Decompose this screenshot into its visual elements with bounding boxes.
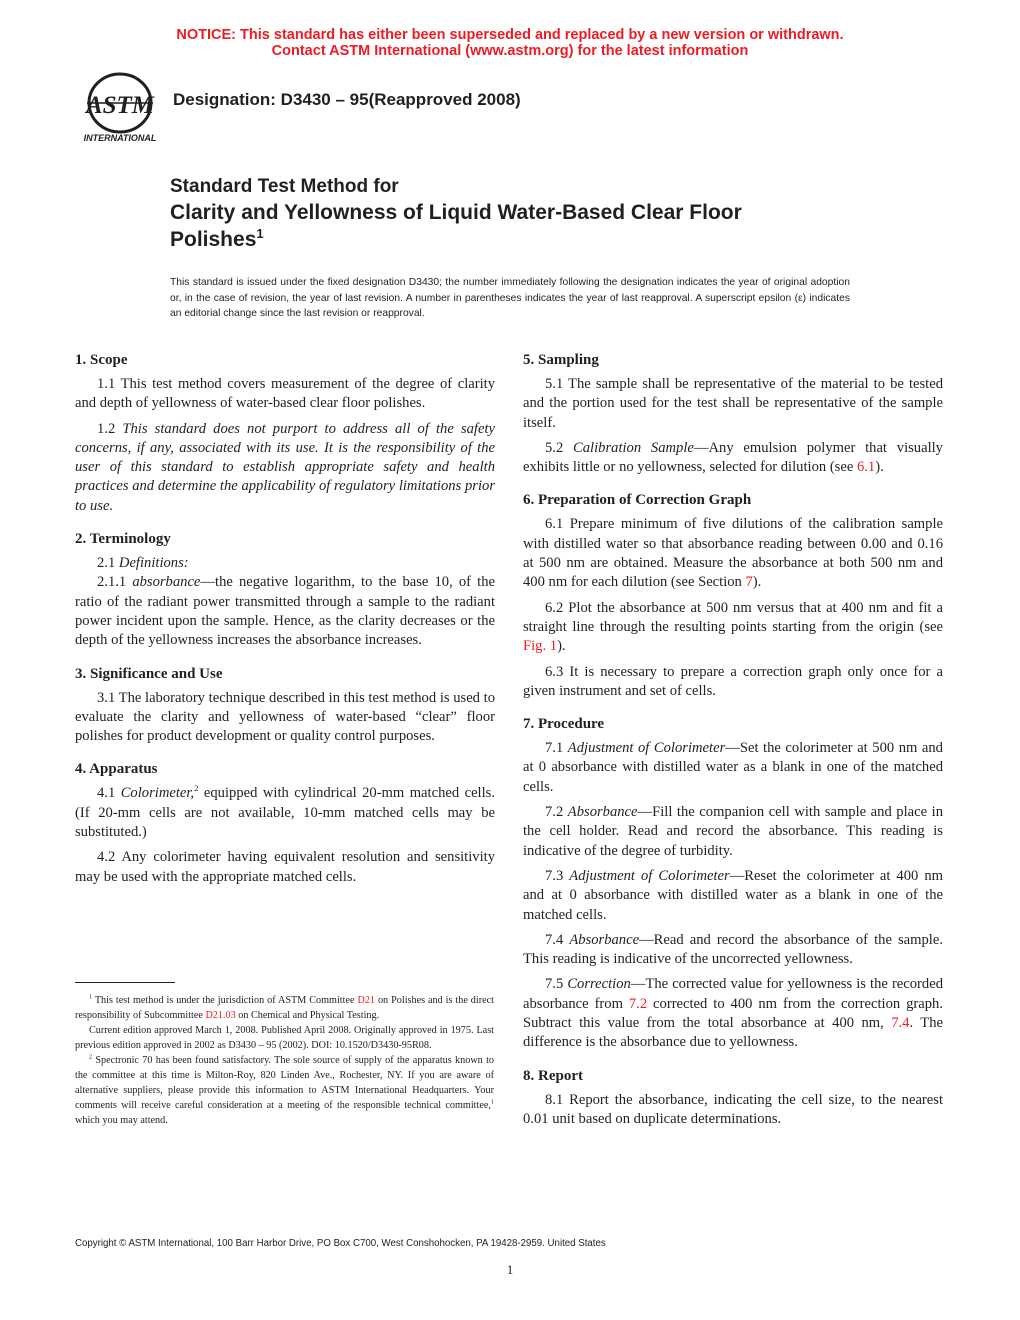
paragraph: 3.1 The laboratory technique described in this test method is used to evaluate the clarity and yellowness of water-based “clear” floor polishes for product development or quality control purposes. <box>75 689 495 745</box>
footnote-text: This test method is under the jurisdiction of ASTM Committee <box>92 995 358 1006</box>
cross-reference-link[interactable]: 6.1 <box>856 459 876 476</box>
page-number: 1 <box>506 1262 514 1277</box>
footnote-text: Spectronic 70 has been found satisfactory. The sole source of supply of the apparatus known to the committee at this time is Milton-Roy, 820 Linden Ave., Rochester, NY. If you are aware of alternative suppliers, please provide this information to ASTM International Headquarters. Your comments will receive careful consideration at a meeting of the responsible technical committee, <box>75 1055 494 1111</box>
paragraph-number: 7.4 <box>545 931 564 948</box>
paragraph-text: —Any emulsion polymer that visually exhibits little or no yellowness, selected for dilution (see <box>523 439 943 476</box>
cross-reference-link[interactable]: 7.2 <box>628 995 648 1012</box>
designation: Designation: D3430 – 95(Reapproved 2008) <box>173 90 521 109</box>
paragraph-text: ). <box>875 459 884 476</box>
paragraph-text: This standard does not purport to address all of the safety concerns, if any, associated with its use. It is the responsibility of the user of this standard to establish appropriate safety and health practices and determine the applicability of regulatory limitations prior to use. <box>75 420 495 514</box>
document-title <box>170 175 870 253</box>
footnote <box>75 993 494 1023</box>
paragraph <box>523 931 943 970</box>
cross-reference-link[interactable]: 7 <box>745 574 753 591</box>
paragraph <box>75 554 495 573</box>
left-column <box>75 350 495 893</box>
footnotes <box>75 993 494 1128</box>
defined-term: absorbance <box>132 574 201 591</box>
paragraph: 4.2 Any colorimeter having equivalent resolution and sensitivity may be used with the appropriate matched cells. <box>75 849 495 885</box>
title-line-2-text: Clarity and Yellowness of Liquid Water-Based Clear Floor <box>170 201 742 224</box>
paragraph <box>523 867 943 925</box>
section-heading: 7. Procedure <box>523 716 605 733</box>
section-heading: 2. Terminology <box>75 531 171 548</box>
paragraph-text: 6.2 Plot the absorbance at 500 nm versus that at 400 nm and fit a straight line through the resulting points starting from the origin (see <box>523 599 943 635</box>
paragraph <box>75 420 495 516</box>
paragraph-number: 7.2 <box>545 804 564 821</box>
paragraph: 8.1 Report the absorbance, indicating the cell size, to the nearest 0.01 unit based on duplicate determinations. <box>523 1091 943 1127</box>
defined-term: Adjustment of Colorimeter <box>567 740 726 757</box>
withdrawal-notice <box>0 27 1020 59</box>
notice-line-2: Contact ASTM International (www.astm.org) for the latest information <box>271 43 749 59</box>
paragraph-text: —Reset the colorimeter at 400 nm and at 0 absorbance with distilled water as a blank in one of the matched cells. <box>523 867 943 923</box>
astm-logo <box>72 72 168 146</box>
defined-term: Correction <box>567 976 631 993</box>
title-line-2 <box>170 199 870 253</box>
defined-term: Absorbance <box>567 804 638 821</box>
paragraph <box>523 515 943 592</box>
paragraph: 5.1 The sample shall be representative of the material to be tested and the portion used for the test shall be representative of the sample itself. <box>523 376 943 431</box>
paragraph-number: 7.5 <box>545 976 564 993</box>
section-heading: 5. Sampling <box>523 352 599 368</box>
defined-term: Colorimeter, <box>120 785 195 802</box>
paragraph-number: 7.3 <box>545 867 564 884</box>
defined-term: Calibration Sample <box>573 439 694 456</box>
paragraph: 6.3 It is necessary to prepare a correction graph only once for a given instrument and set of cells. <box>523 663 943 699</box>
paragraph-text: —Fill the companion cell with sample and place in the cell holder. Read and record the absorbance. This reading is indicative of the degree of turbidity. <box>523 804 943 859</box>
paragraph-number: 4.1 <box>97 785 116 802</box>
title-line-1: Standard Test Method for <box>170 176 399 197</box>
footnote: Current edition approved March 1, 2008. Published April 2008. Originally approved in 1975. Last previous edition approved in 2002 as D3430 – 95 (2002). DOI: 10.1520/D3430-95R08. <box>75 1025 494 1051</box>
logo-mark: ASTM <box>85 92 155 119</box>
footnote-mark: 1 <box>89 994 93 1001</box>
footnote-mark: 2 <box>194 783 199 794</box>
paragraph-text: . The difference is the absorbance due to yellowness. <box>523 1015 943 1051</box>
paragraph-number: 1.2 <box>97 420 116 437</box>
cross-reference-link[interactable]: Fig. 1 <box>523 638 558 655</box>
subcommittee-link[interactable]: D21.03 <box>205 1010 236 1021</box>
footnote-mark: 1 <box>490 1099 494 1106</box>
section-heading: 3. Significance and Use <box>75 665 223 682</box>
paragraph-text: —Set the colorimeter at 500 nm and at 0 absorbance with distilled water as a blank in one of the matched cells. <box>523 740 943 795</box>
paragraph <box>523 803 943 861</box>
paragraph-number: 7.1 <box>545 740 564 757</box>
section-heading: 6. Preparation of Correction Graph <box>523 492 752 509</box>
committee-link[interactable]: D21 <box>357 995 376 1006</box>
paragraph <box>75 573 495 650</box>
paragraph <box>523 599 943 657</box>
cross-reference-link[interactable]: 7.4 <box>891 1015 910 1032</box>
section-heading: 1. Scope <box>75 352 128 368</box>
section-heading: 8. Report <box>523 1067 583 1084</box>
footnote-text: which you may attend. <box>75 1115 168 1126</box>
paragraph-text: —The corrected value for yellowness is the recorded absorbance from <box>523 976 943 1012</box>
paragraph-text: ). <box>752 574 762 591</box>
paragraph <box>523 975 943 1052</box>
notice-line-1: NOTICE: This standard has either been superseded and replaced by a new version or withdrawn. <box>176 27 844 43</box>
paragraph-number: 2.1 <box>97 555 116 572</box>
paragraph <box>523 439 943 478</box>
footnote-text: on Chemical and Physical Testing. <box>235 1010 380 1021</box>
paragraph: 1.1 This test method covers measurement of the degree of clarity and depth of yellowness of water-based clear floor polishes. <box>75 376 495 412</box>
defined-term: Absorbance <box>569 931 640 948</box>
title-line-3-text: Polishes <box>170 228 257 251</box>
issuance-statement: This standard is issued under the fixed designation D3430; the number immediately following the designation indicates the year of original adoption or, in the case of revision, the year of last revision. A number in parentheses indicates the year of last reapproval. A superscript epsilon (ε) indicates an editorial change since the last revision or reapproval. <box>170 277 850 319</box>
paragraph-text: —Read and record the absorbance of the sample. This reading is indicative of the uncorrected yellowness. <box>523 931 943 968</box>
paragraph-text: ). <box>557 638 566 655</box>
paragraph-text: —the negative logarithm, to the base 10, of the ratio of the radiant power transmitted through a sample to the radiant power incident upon the sample. Hence, as the clarity decreases or the depth of the yellowness increases the absorbance increases. <box>75 574 495 649</box>
paragraph-text: equipped with cylindrical 20-mm matched cells. (If 20-mm cells are not available, 10-mm matched cells may be substituted.) <box>75 785 495 841</box>
paragraph-number: 5.2 <box>545 439 564 456</box>
copyright-line: Copyright © ASTM International, 100 Barr Harbor Drive, PO Box C700, West Conshohocken, PA 19428-2959. United States <box>75 1238 606 1249</box>
paragraph-number: 2.1.1 <box>97 574 127 591</box>
section-heading: 4. Apparatus <box>75 761 158 778</box>
paragraph-text: 6.1 Prepare minimum of five dilutions of the calibration sample with distilled water so that absorbance reading between 0.00 and 0.16 at 500 nm are obtained. Measure the absorbance at both 500 nm and 400 nm for each dilution (see Section <box>523 516 943 591</box>
footnote-divider <box>75 982 175 983</box>
paragraph <box>523 739 943 797</box>
paragraph-text: corrected to 400 nm from the correction graph. Subtract this value from the total absorbance at 400 nm, <box>523 995 943 1032</box>
paragraph-text: Definitions: <box>118 555 189 572</box>
defined-term: Adjustment of Colorimeter <box>569 867 730 884</box>
logo-wordmark: INTERNATIONAL <box>83 133 157 143</box>
footnote-mark: 2 <box>89 1054 93 1061</box>
footnote-text: on Polishes and is the direct responsibility of Subcommittee <box>75 995 494 1021</box>
footnote <box>75 1053 494 1128</box>
title-footnote-mark: 1 <box>256 226 264 241</box>
paragraph <box>75 784 495 842</box>
right-column <box>523 350 943 1135</box>
